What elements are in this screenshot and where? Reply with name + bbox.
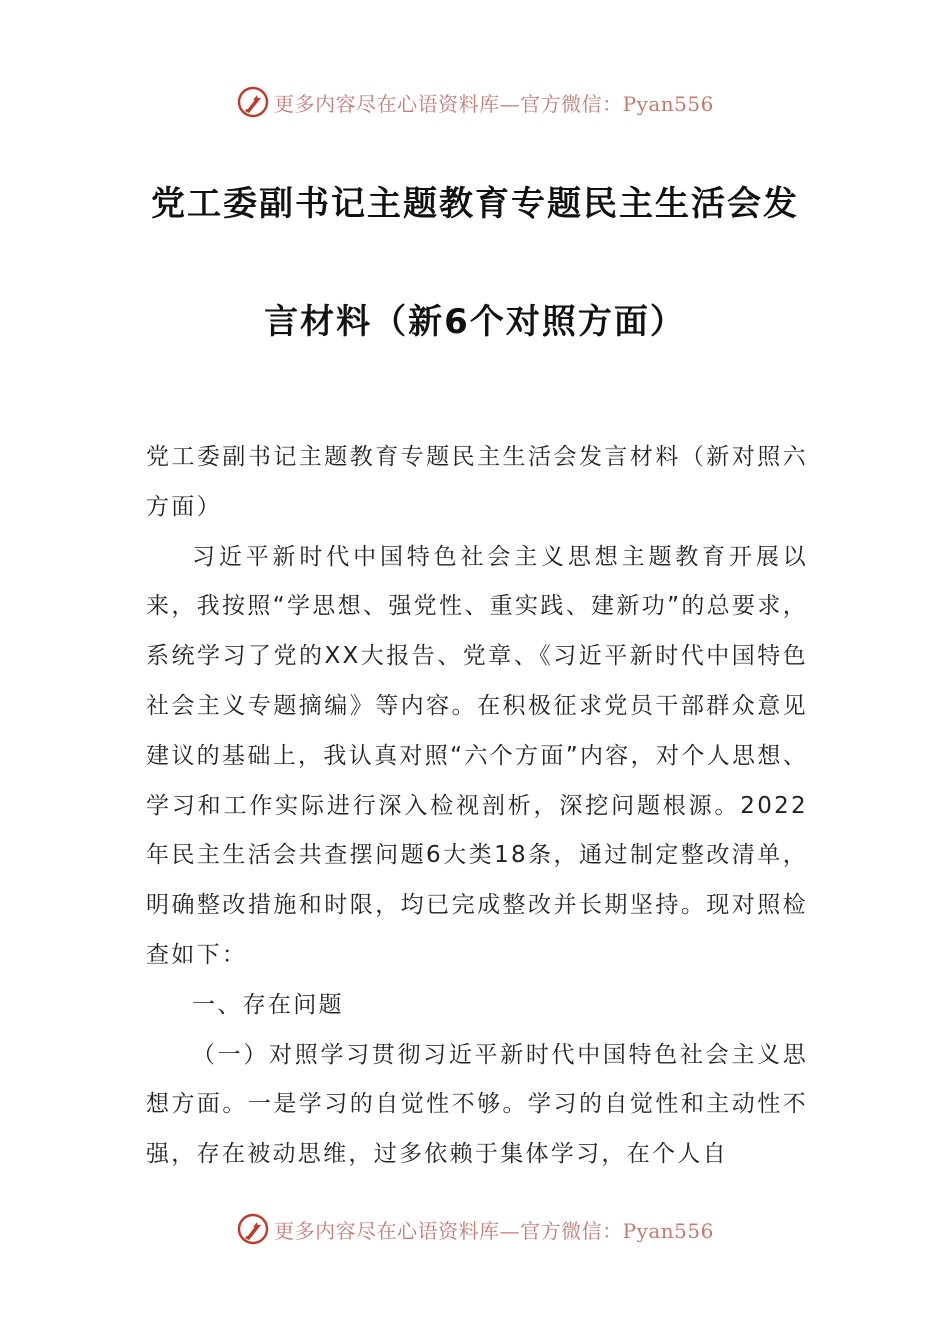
intro-paragraph: 习近平新时代中国特色社会主义思想主题教育开展以来，我按照“学思想、强党性、重实践、建新功”的总要求，系统学习了党的XX大报告、党章、《习近平新时代中国特色社会主义专题摘编》等内容。在积极征求党员干部群众意见建议的基础上，我认真对照“六个方面”内容，对个人思想、学习和工作实际进行深入检视剖析，深挖问题根源。2022年民主生活会共查摆问题6大类18条，通过制定整改清单，明确整改措施和时限，均已完成整改并长期坚持。现对照检查如下： [146, 543, 808, 968]
document-body [146, 433, 808, 1180]
watermark-banner-top [0, 82, 950, 122]
watermark-banner-bottom [0, 1209, 950, 1249]
document-title-line-2: 言材料（新6个对照方面） [264, 302, 686, 342]
document-title-line-1: 党工委副书记主题教育专题民主生活会发 [151, 184, 799, 224]
watermark-text: 更多内容尽在心语资料库—官方微信：Pyan556 [274, 91, 714, 116]
section-heading: 一、存在问题 [192, 991, 344, 1018]
document-subtitle: 党工委副书记主题教育专题民主生活会发言材料（新对照六方面） [146, 444, 808, 520]
pen-nib-circle-icon [236, 1212, 270, 1246]
item-paragraph-1: （一）对照学习贯彻习近平新时代中国特色社会主义思想方面。一是学习的自觉性不够。学习的自觉性和主动性不强，存在被动思维，过多依赖于集体学习，在个人自 [146, 1041, 808, 1168]
pen-nib-circle-icon [236, 85, 270, 119]
watermark-text: 更多内容尽在心语资料库—官方微信：Pyan556 [274, 1218, 714, 1243]
